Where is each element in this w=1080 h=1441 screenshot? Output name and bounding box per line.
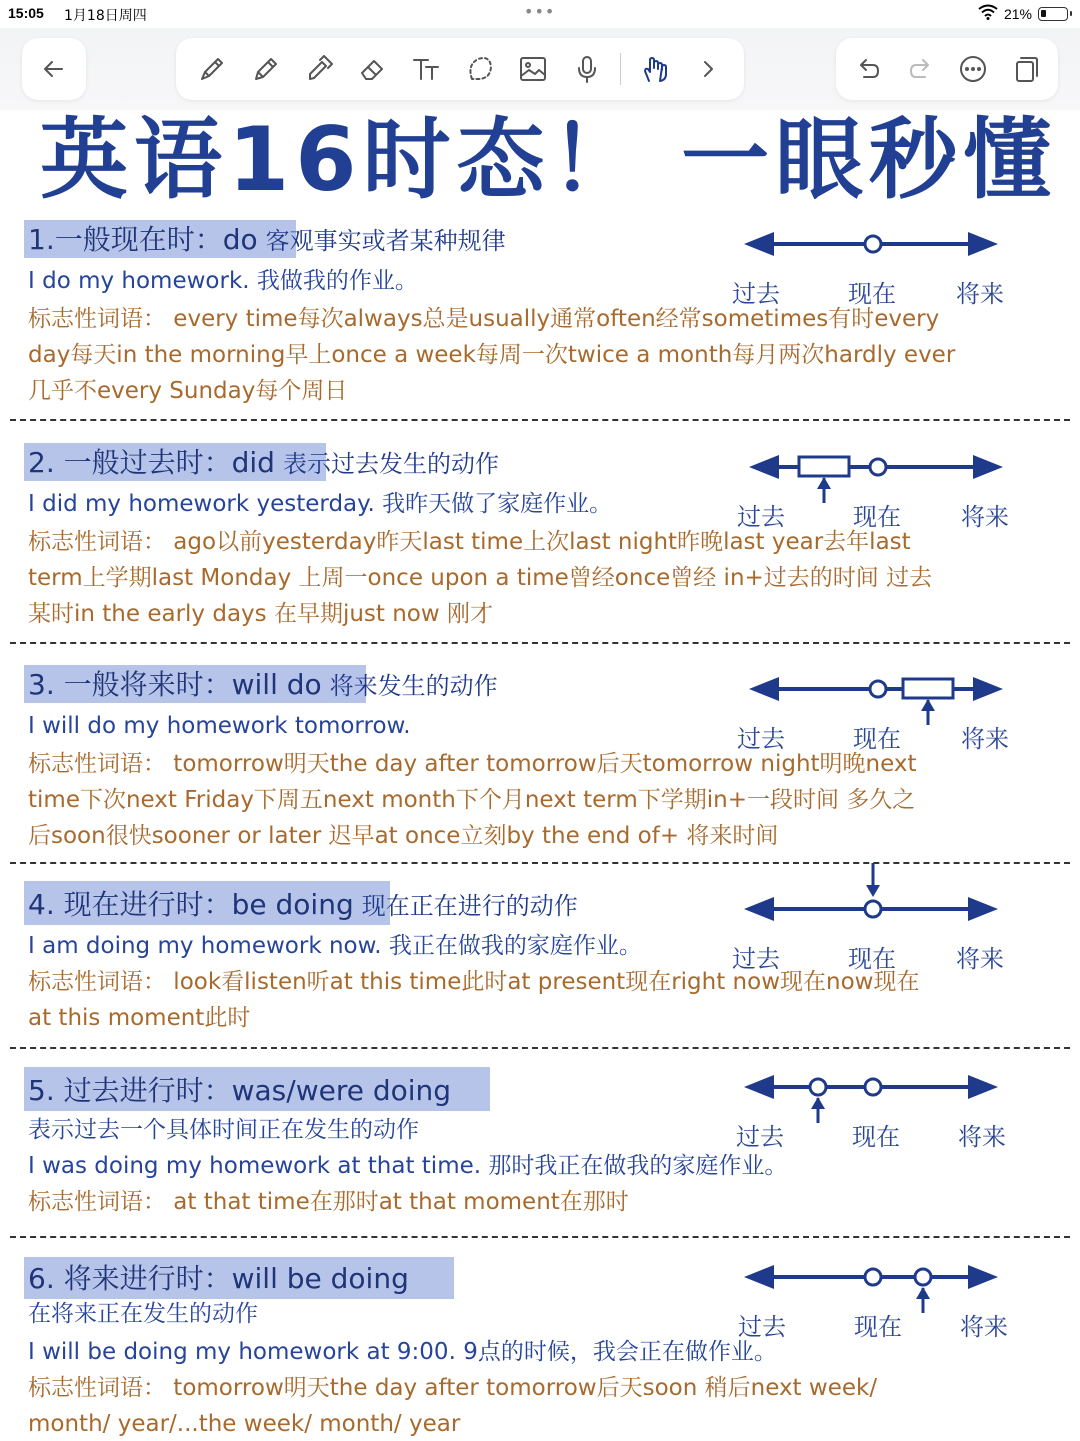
timeline-past-label: 过去 <box>738 1313 786 1341</box>
timeline-past-label: 过去 <box>737 503 785 531</box>
timeline-future-label: 将来 <box>960 1313 1008 1341</box>
timeline-diagram <box>735 447 1015 537</box>
keywords-line: time下次next Friday下周五next month下个月next term下学期in+一段时间 多久之 <box>28 787 916 813</box>
example-sentence: I am doing my homework now. 我正在做我的家庭作业。 <box>28 933 642 959</box>
timeline-future-label: 将来 <box>961 503 1009 531</box>
chevron-right-icon[interactable] <box>688 49 728 89</box>
status-date: 1月18日周四 <box>64 8 147 24</box>
timeline-past-label: 过去 <box>732 945 780 973</box>
tense-heading: 3. 一般将来时：will do <box>28 668 322 701</box>
section-divider <box>10 1236 1070 1238</box>
timeline-diagram <box>730 224 1010 314</box>
tense-description: 表示过去发生的动作 <box>282 450 499 478</box>
section-divider <box>10 419 1070 421</box>
page-title: 英语16时态！ 一眼秒懂 <box>40 108 1058 211</box>
keywords-line: 几乎不every Sunday每个周日 <box>28 378 348 404</box>
example-sentence: I will be doing my homework at 9:00. 9点的时候，我会正在做作业。 <box>28 1339 777 1365</box>
keywords-line: 标志性词语： at that time在那时at that moment在那时 <box>28 1189 629 1215</box>
toolbar-separator <box>620 53 621 85</box>
undo-icon[interactable] <box>848 49 888 89</box>
toolbar <box>0 28 1080 110</box>
redo-icon[interactable] <box>901 49 941 89</box>
text-tool-icon[interactable] <box>406 49 446 89</box>
timeline-future-label: 将来 <box>961 725 1009 753</box>
keywords-line: 标志性词语： every time每次always总是usually通常often经常sometimes有时every <box>28 306 940 332</box>
tense-heading: 6. 将来进行时：will be doing <box>28 1262 409 1295</box>
wifi-icon <box>978 4 998 23</box>
timeline-now-label: 现在 <box>852 1123 900 1151</box>
example-sentence: I was doing my homework at that time. 那时我正在做我的家庭作业。 <box>28 1153 788 1179</box>
pages-icon[interactable] <box>1006 49 1046 89</box>
timeline-now-label: 现在 <box>853 503 901 531</box>
keywords-line: 标志性词语： ago以前yesterday昨天last time上次last night昨晚last year去年last <box>28 529 911 555</box>
tense-description: 现在正在进行的动作 <box>361 892 578 920</box>
keywords-line: day每天in the morning早上once a week每周一次twice a month每月两次hardly ever <box>28 342 956 368</box>
keywords-line: at this moment此时 <box>28 1005 251 1031</box>
arrow-left-icon[interactable] <box>34 49 74 89</box>
timeline-past-label: 过去 <box>737 725 785 753</box>
timeline-diagram <box>735 669 1015 759</box>
keywords-line: 某时in the early days 在早期just now 刚才 <box>28 601 493 627</box>
keywords-line: month/ year/...the week/ month/ year <box>28 1411 461 1437</box>
back-button-group <box>22 38 86 100</box>
hand-icon[interactable] <box>635 49 675 89</box>
timeline-now-label: 现在 <box>848 945 896 973</box>
now-pointer-arrow <box>860 863 886 899</box>
section-divider <box>10 642 1070 644</box>
timeline-past-label: 过去 <box>736 1123 784 1151</box>
timeline-future-label: 将来 <box>956 280 1004 308</box>
timeline-diagram <box>730 1257 1010 1347</box>
pen-icon[interactable] <box>192 49 232 89</box>
timeline-now-label: 现在 <box>848 280 896 308</box>
keywords-line: 标志性词语： tomorrow明天the day after tomorrow后天soon 稍后next week/ <box>28 1375 878 1401</box>
eraser-icon[interactable] <box>353 49 393 89</box>
lasso-icon[interactable] <box>460 49 500 89</box>
tense-heading: 2. 一般过去时：did <box>28 446 275 479</box>
timeline-diagram <box>730 889 1010 979</box>
timeline-future-label: 将来 <box>956 945 1004 973</box>
timeline-now-label: 现在 <box>854 1313 902 1341</box>
tense-description: 表示过去一个具体时间正在发生的动作 <box>28 1117 419 1143</box>
status-time: 15:05 <box>8 5 44 21</box>
example-sentence: I will do my homework tomorrow. <box>28 713 411 739</box>
battery-percent: 21% <box>1003 5 1032 22</box>
tense-description: 将来发生的动作 <box>329 672 498 700</box>
example-sentence: I did my homework yesterday. 我昨天做了家庭作业。 <box>28 491 613 517</box>
keywords-line: 后soon很快sooner or later 迟早at once立刻by the end of+ 将来时间 <box>28 823 779 849</box>
tense-heading: 1.一般现在时：do <box>28 223 258 256</box>
timeline-future-label: 将来 <box>958 1123 1006 1151</box>
more-icon[interactable] <box>953 49 993 89</box>
timeline-diagram <box>730 1067 1010 1157</box>
pencil-icon[interactable] <box>246 49 286 89</box>
action-group <box>836 38 1058 100</box>
microphone-icon[interactable] <box>567 49 607 89</box>
example-sentence: I do my homework. 我做我的作业。 <box>28 268 418 294</box>
timeline-now-label: 现在 <box>853 725 901 753</box>
status-bar <box>0 0 1080 28</box>
section-divider <box>10 862 1070 864</box>
section-divider <box>10 1047 1070 1049</box>
keywords-line: 标志性词语： tomorrow明天the day after tomorrow后天tomorrow night明晚next <box>28 751 917 777</box>
timeline-past-label: 过去 <box>732 280 780 308</box>
tense-description: 在将来正在发生的动作 <box>28 1301 258 1327</box>
keywords-line: term上学期last Monday 上周一once upon a time曾经once曾经 in+过去的时间 过去 <box>28 565 933 591</box>
tool-palette <box>176 38 744 100</box>
battery-icon <box>1038 7 1068 21</box>
tense-description: 客观事实或者某种规律 <box>265 227 506 255</box>
keywords-line: 标志性词语： look看listen听at this time此时at present现在right now现在now现在 <box>28 969 920 995</box>
tense-heading: 4. 现在进行时：be doing <box>28 888 354 921</box>
image-icon[interactable] <box>513 49 553 89</box>
multitasking-dots-icon[interactable]: ••• <box>524 2 556 21</box>
tense-heading: 5. 过去进行时：was/were doing <box>28 1074 452 1107</box>
marker-icon[interactable] <box>299 49 339 89</box>
